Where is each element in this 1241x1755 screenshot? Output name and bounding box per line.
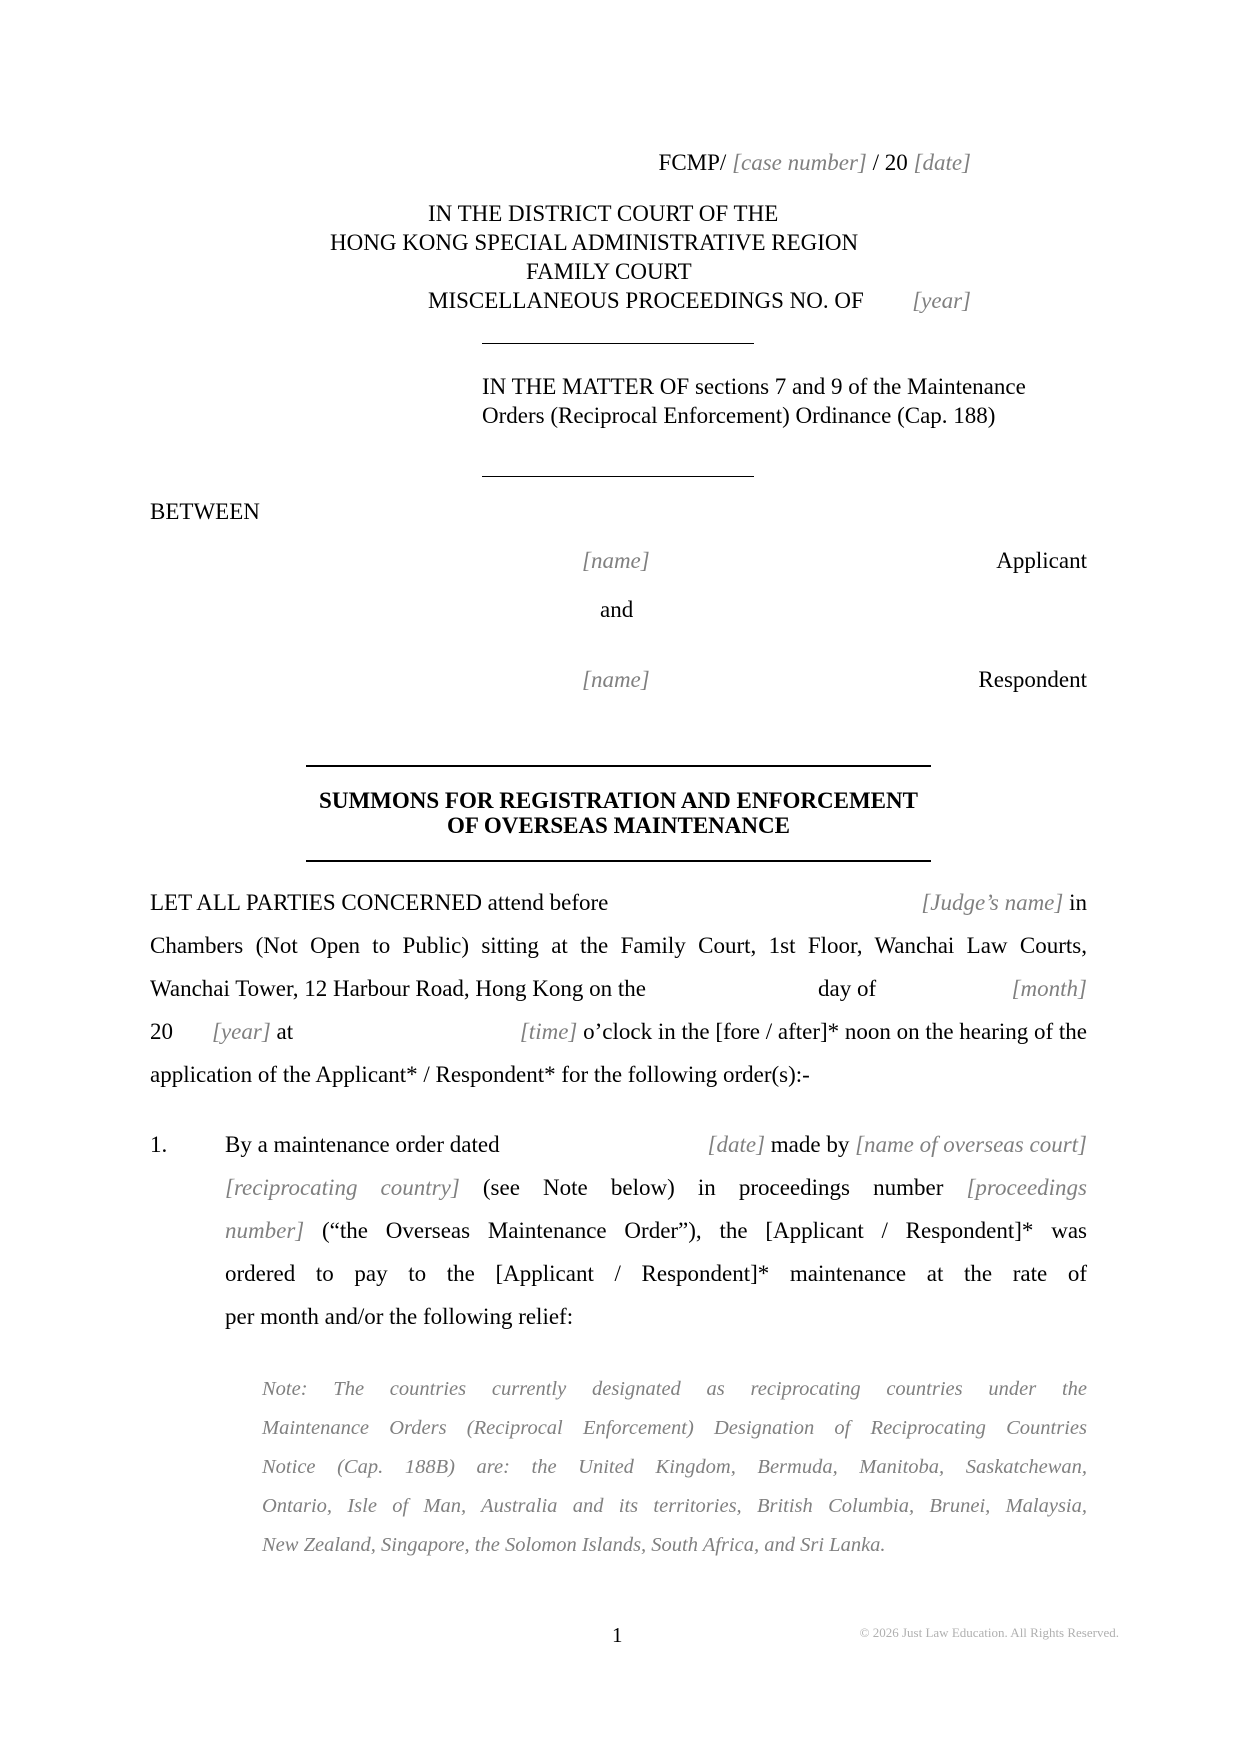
applicant-name-placeholder: [name]	[582, 548, 650, 573]
note-line-1: Note: The countries currently designated as reciprocating countries under the	[262, 1378, 1087, 1400]
matter-line-2: Orders (Reciprocal Enforcement) Ordinance (Cap. 188)	[482, 403, 996, 428]
summons-line-1	[150, 890, 608, 916]
copyright-notice: © 2026 Just Law Education. All Rights Reserved.	[859, 1625, 1119, 1640]
judge-name-placeholder: [Judge’s name]	[921, 890, 1064, 915]
case-ref-mid: / 20	[866, 150, 914, 175]
item-1-line-2	[225, 1175, 1087, 1201]
summons-text: in	[1063, 890, 1087, 915]
month-placeholder: [month]	[1011, 976, 1087, 1001]
title-line-2: OF OVERSEAS MAINTENANCE	[447, 813, 790, 838]
proceedings-number-placeholder-end: number]	[225, 1218, 305, 1243]
reciprocating-countries-note	[262, 1370, 1087, 1565]
summons-line-4-end	[520, 1019, 1087, 1045]
overseas-court-placeholder: [name of overseas court]	[855, 1132, 1087, 1157]
note-line-5: New Zealand, Singapore, the Solomon Islands, South Africa, and Sri Lanka.	[262, 1534, 886, 1556]
title-line-1: SUMMONS FOR REGISTRATION AND ENFORCEMENT	[319, 788, 918, 813]
case-date-placeholder: [date]	[913, 150, 971, 175]
header-divider-2	[482, 476, 754, 477]
reciprocating-country-placeholder: [reciprocating country]	[225, 1175, 460, 1200]
order-date-placeholder: [date]	[707, 1132, 766, 1157]
item-text: (see Note below) in proceedings number	[459, 1175, 967, 1200]
case-number-placeholder: [case number]	[732, 150, 867, 175]
summons-line-3: Wanchai Tower, 12 Harbour Road, Hong Kong on the	[150, 976, 646, 1001]
document-title	[260, 788, 977, 838]
item-1-line-3	[225, 1218, 1087, 1244]
respondent-role: Respondent	[978, 667, 1087, 692]
proceedings-number-placeholder: [proceedings	[966, 1175, 1087, 1200]
title-rule-top	[306, 765, 931, 767]
summons-text: o’clock in the [fore / after]* noon on the hearing of the	[577, 1019, 1087, 1044]
item-1-line-1-end	[708, 1132, 1087, 1158]
summons-day-of: day of	[818, 976, 877, 1001]
summons-text: LET ALL PARTIES CONCERNED attend before	[150, 890, 609, 915]
item-1-line-5: per month and/or the following relief:	[225, 1304, 574, 1329]
note-line-4: Ontario, Isle of Man, Australia and its territories, British Columbia, Brunei, Malaysia,	[262, 1495, 1087, 1517]
summons-line-4-mid	[212, 1019, 293, 1045]
court-line-3: FAMILY COURT	[526, 259, 692, 284]
note-line-2: Maintenance Orders (Reciprocal Enforcement) Designation of Reciprocating Countries	[262, 1417, 1087, 1439]
court-line-2: HONG KONG SPECIAL ADMINISTRATIVE REGION	[330, 230, 859, 255]
summons-line-1-end	[921, 890, 1087, 916]
item-1-number: 1.	[150, 1132, 168, 1157]
summons-year-prefix: 20	[150, 1019, 173, 1044]
item-1-line-1-start: By a maintenance order dated	[225, 1132, 500, 1157]
and-label: and	[600, 597, 634, 622]
respondent-name-placeholder: [name]	[582, 667, 650, 692]
court-line-1: IN THE DISTRICT COURT OF THE	[428, 201, 779, 226]
matter-line-1: IN THE MATTER OF sections 7 and 9 of the Maintenance	[482, 374, 1026, 399]
summons-line-2: Chambers (Not Open to Public) sitting at the Family Court, 1st Floor, Wanchai Law Courts,	[150, 933, 1087, 958]
case-reference	[659, 148, 971, 177]
header-divider-1	[482, 343, 754, 344]
page-number: 1	[612, 1623, 623, 1647]
summons-text: at	[270, 1019, 294, 1044]
applicant-role: Applicant	[996, 548, 1087, 573]
time-placeholder: [time]	[519, 1019, 578, 1044]
title-rule-bottom	[306, 860, 931, 862]
between-label: BETWEEN	[150, 499, 260, 524]
summons-year-placeholder: [year]	[212, 1019, 271, 1044]
item-text: (“the Overseas Maintenance Order”), the [Applicant / Respondent]* was	[304, 1218, 1087, 1243]
item-1-line-4: ordered to pay to the [Applicant / Respondent]* maintenance at the rate of	[225, 1261, 1087, 1286]
court-line-4: MISCELLANEOUS PROCEEDINGS NO. OF	[428, 288, 864, 313]
item-text: made by	[765, 1132, 856, 1157]
summons-line-5: application of the Applicant* / Respondent* for the following order(s):-	[150, 1062, 810, 1087]
case-ref-prefix: FCMP/	[658, 150, 727, 175]
note-line-3: Notice (Cap. 188B) are: the United Kingdom, Bermuda, Manitoba, Saskatchewan,	[262, 1456, 1087, 1478]
year-placeholder: [year]	[912, 288, 971, 313]
